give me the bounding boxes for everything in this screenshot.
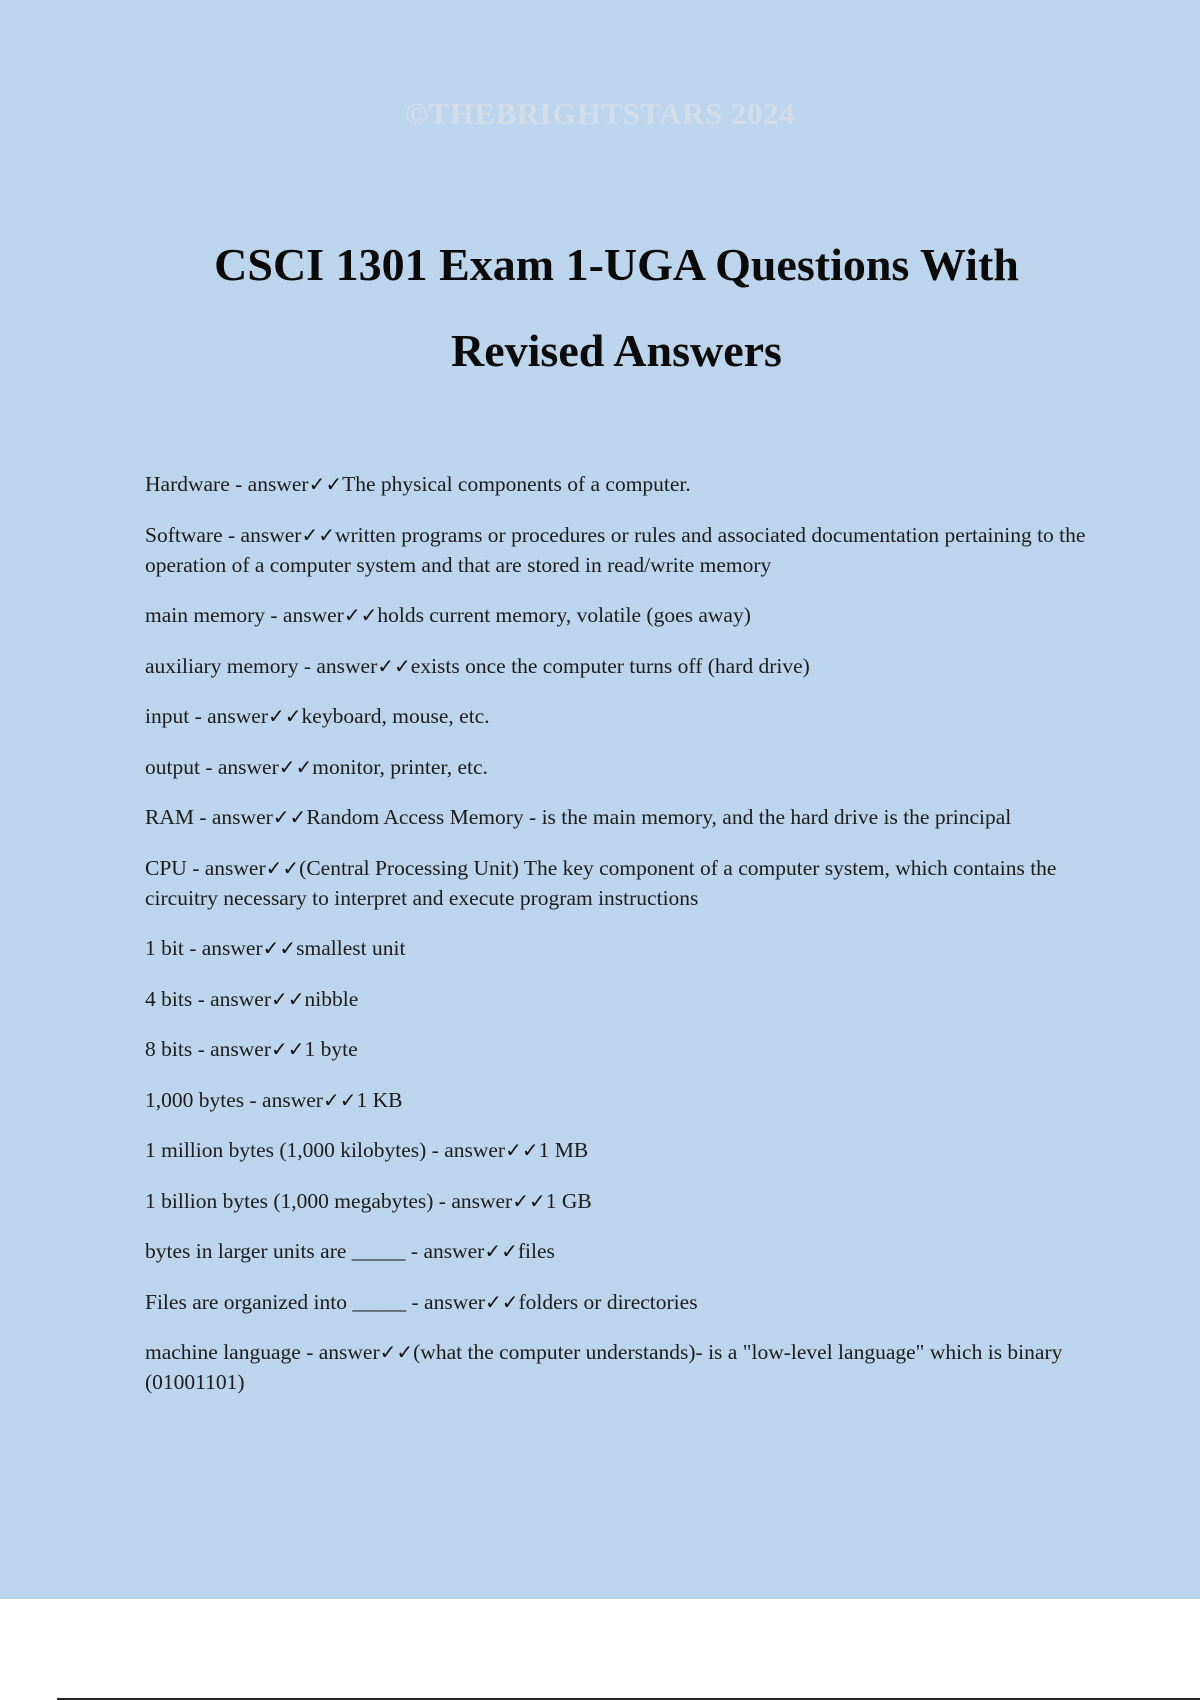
qa-separator: - answer: [193, 805, 273, 829]
check-mark-icon: ✓✓: [272, 805, 307, 829]
check-mark-icon: ✓✓: [379, 1340, 414, 1364]
document-title: CSCI 1301 Exam 1-UGA Questions With Revised Answers: [214, 239, 1019, 376]
qa-answer: Random Access Memory - is the main memory, and the hard drive is the principal: [306, 805, 1012, 829]
qa-item: [145, 1337, 1095, 1397]
qa-separator: - answer: [298, 653, 378, 678]
check-mark-icon: ✓✓: [484, 1239, 518, 1263]
qa-item: [145, 1135, 1095, 1165]
qa-separator: - answer: [192, 986, 272, 1011]
qa-separator: - answer: [222, 522, 302, 547]
qa-separator: - answer: [433, 1188, 513, 1213]
check-mark-icon: ✓✓: [322, 1087, 357, 1112]
qa-answer: exists once the computer turns off (hard drive): [410, 653, 810, 678]
qa-answer: nibble: [304, 986, 359, 1011]
check-mark-icon: ✓✓: [377, 653, 411, 678]
qa-term: 4 bits: [145, 986, 193, 1011]
qa-term: 8 bits: [145, 1037, 193, 1061]
check-mark-icon: ✓✓: [271, 1037, 305, 1061]
qa-answer: (what the computer understands)- is a "low-level language" which is binary (01001101): [145, 1340, 1063, 1394]
qa-item: [145, 1085, 1095, 1115]
check-mark-icon: ✓✓: [308, 472, 343, 496]
qa-item: [145, 1236, 1095, 1266]
qa-separator: - answer: [229, 472, 309, 496]
qa-term: machine language: [145, 1340, 301, 1364]
qa-separator: - answer: [199, 754, 279, 779]
check-mark-icon: ✓✓: [484, 1289, 519, 1314]
qa-term: Files are organized into _____: [145, 1289, 407, 1314]
qa-separator: - answer: [406, 1289, 485, 1314]
qa-item: [145, 600, 1095, 630]
qa-term: 1,000 bytes: [145, 1087, 245, 1112]
qa-answer: files: [517, 1239, 555, 1263]
qa-item: [145, 1186, 1095, 1216]
check-mark-icon: ✓✓: [271, 986, 305, 1011]
qa-item: [145, 651, 1095, 681]
qa-term: 1 million bytes (1,000 kilobytes): [145, 1138, 427, 1162]
qa-answer: written programs or procedures or rules and associated documentation pertaining to the operation of a computer system and that are stored in read/write memory: [145, 522, 1086, 577]
qa-answer: holds current memory, volatile (goes away): [377, 603, 751, 627]
qa-answer: 1 byte: [304, 1037, 358, 1061]
qa-separator: - answer: [186, 855, 266, 880]
qa-answer: monitor, printer, etc.: [312, 754, 488, 779]
question-answer-list: [145, 469, 1095, 1418]
check-mark-icon: ✓✓: [505, 1138, 539, 1162]
qa-answer: smallest unit: [296, 936, 406, 960]
qa-item: [145, 853, 1095, 913]
qa-separator: - answer: [426, 1138, 506, 1162]
qa-separator: - answer: [300, 1340, 380, 1364]
check-mark-icon: ✓✓: [262, 936, 297, 960]
check-mark-icon: ✓✓: [343, 603, 378, 627]
qa-term: Hardware: [145, 472, 230, 496]
qa-item: [145, 469, 1095, 499]
qa-separator: - answer: [183, 936, 263, 960]
qa-item: [145, 520, 1095, 580]
check-mark-icon: ✓✓: [512, 1188, 546, 1213]
qa-separator: - answer: [192, 1037, 272, 1061]
qa-term: RAM: [145, 805, 194, 829]
qa-term: input: [145, 704, 190, 728]
qa-item: [145, 802, 1095, 832]
qa-separator: - answer: [405, 1239, 485, 1263]
qa-answer: 1 GB: [545, 1188, 592, 1213]
qa-term: main memory: [145, 603, 266, 627]
qa-item: [145, 752, 1095, 782]
qa-term: Software: [145, 522, 223, 547]
qa-answer: The physical components of a computer.: [342, 472, 691, 496]
watermark: ©THEBRIGHTSTARS 2024: [404, 96, 796, 131]
qa-separator: - answer: [189, 704, 269, 728]
qa-item: [145, 984, 1095, 1014]
qa-answer: 1 MB: [538, 1138, 589, 1162]
check-mark-icon: ✓✓: [301, 522, 335, 547]
check-mark-icon: ✓✓: [265, 855, 300, 880]
qa-answer: (Central Processing Unit) The key component of a computer system, which contains the circuitry necessary to interpret and execute program instructions: [145, 855, 1057, 910]
qa-answer: keyboard, mouse, etc.: [301, 704, 490, 728]
qa-term: output: [145, 754, 200, 779]
check-mark-icon: ✓✓: [268, 704, 302, 728]
qa-item: [145, 701, 1095, 731]
qa-answer: 1 KB: [356, 1087, 403, 1112]
qa-term: CPU: [145, 855, 187, 880]
check-mark-icon: ✓✓: [278, 754, 313, 779]
qa-separator: - answer: [244, 1087, 323, 1112]
qa-term: bytes in larger units are _____: [145, 1239, 406, 1263]
qa-answer: folders or directories: [518, 1289, 698, 1314]
qa-separator: - answer: [265, 603, 344, 627]
qa-term: 1 billion bytes (1,000 megabytes): [145, 1188, 434, 1213]
qa-item: [145, 933, 1095, 963]
qa-item: [145, 1034, 1095, 1064]
qa-term: auxiliary memory: [145, 653, 299, 678]
qa-term: 1 bit: [145, 936, 184, 960]
qa-item: [145, 1287, 1095, 1317]
